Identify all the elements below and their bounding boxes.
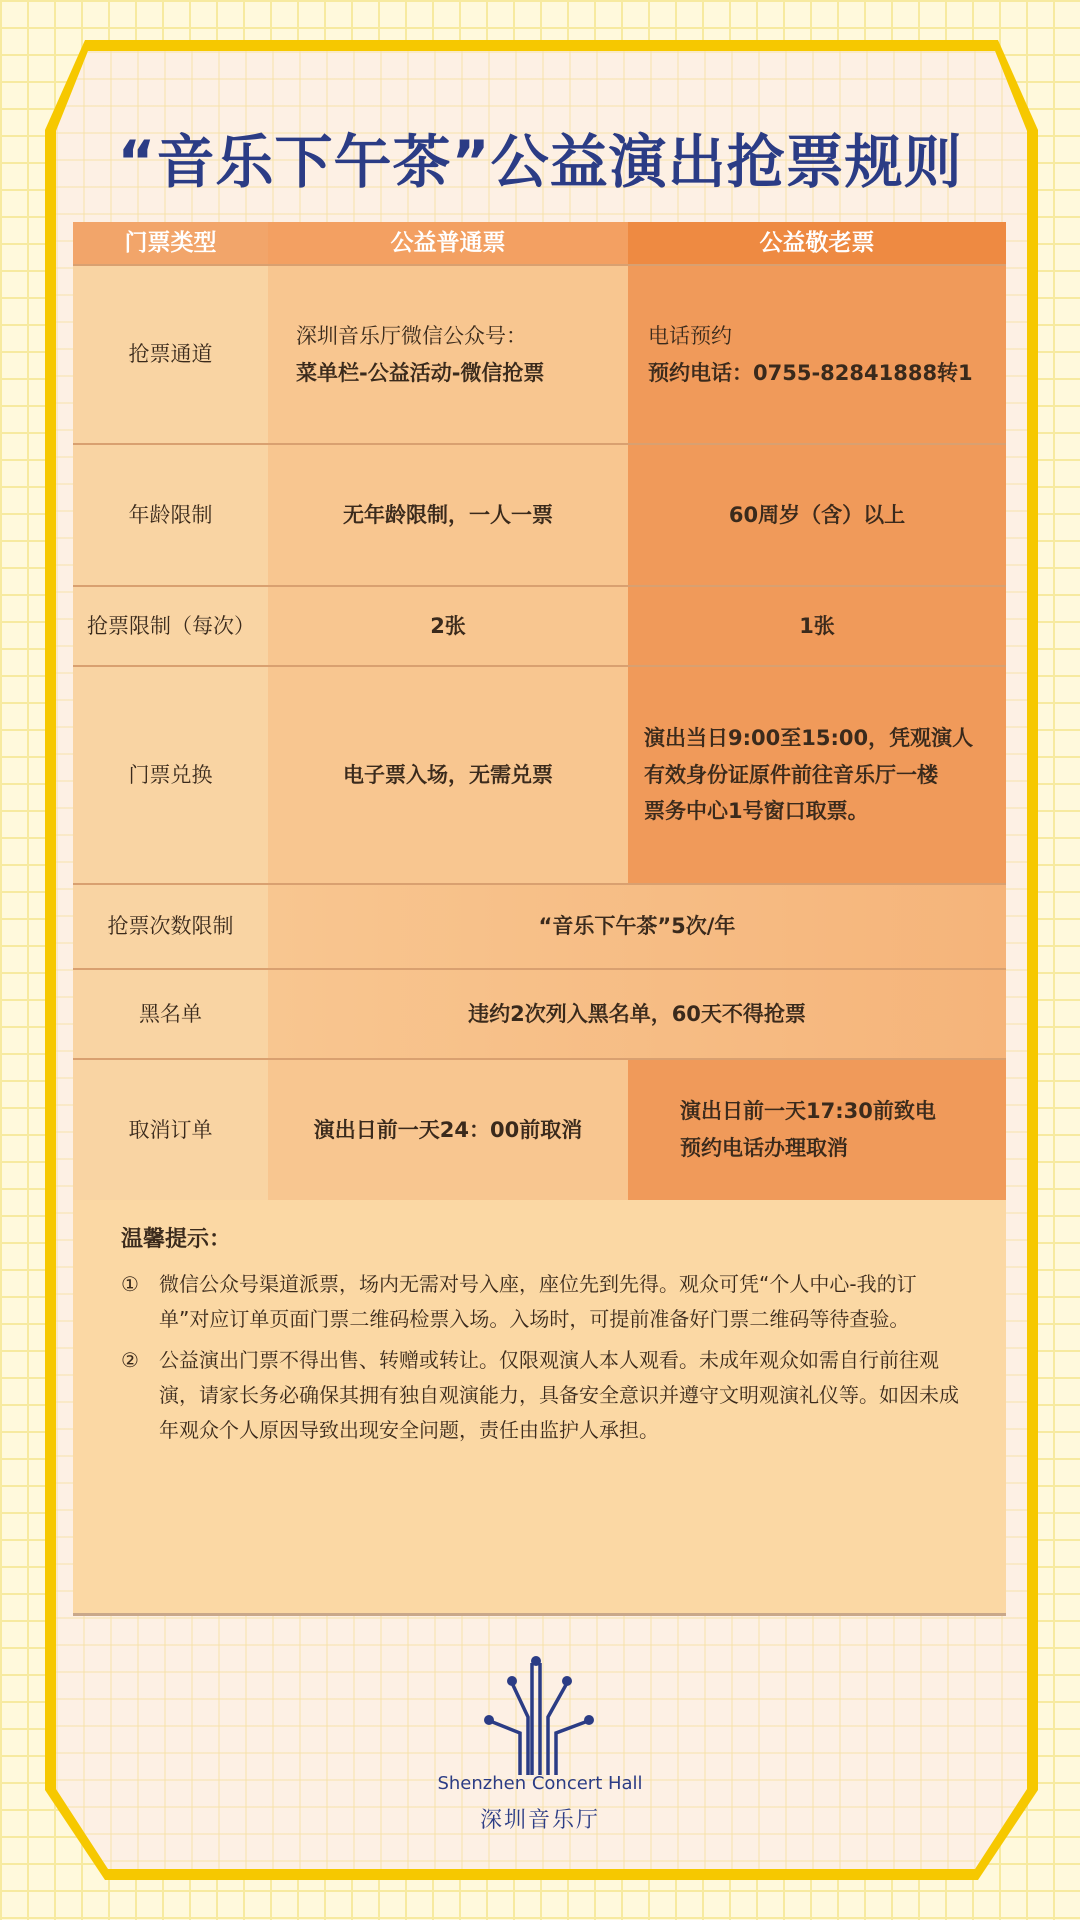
cell-line: 演出当日9:00至15:00，凭观演人 xyxy=(644,725,974,750)
cell: 2张 xyxy=(268,587,628,665)
tips-title: 温馨提示： xyxy=(121,1227,232,1252)
header-ticket-type: 门票类型 xyxy=(73,222,268,264)
table-row xyxy=(73,885,1006,970)
cell: 60周岁（含）以上 xyxy=(628,445,1006,585)
channel-normal xyxy=(268,266,628,443)
table-row xyxy=(73,667,1006,885)
concert-hall-logo-icon xyxy=(470,1655,610,1775)
row-label: 抢票次数限制 xyxy=(73,885,268,968)
tips-section xyxy=(73,1200,1006,1616)
table-header xyxy=(73,222,1006,266)
row-label: 门票兑换 xyxy=(73,667,268,883)
tip-number: ① xyxy=(121,1272,139,1296)
header-senior-ticket: 公益敬老票 xyxy=(628,222,1006,264)
brand-name-en: Shenzhen Concert Hall xyxy=(437,1773,643,1794)
cell-line: 菜单栏-公益活动-微信抢票 xyxy=(296,360,545,385)
cell-line: 预约电话：0755-82841888转1 xyxy=(648,360,973,385)
brand-name-cn: 深圳音乐厅 xyxy=(479,1808,600,1833)
rules-table xyxy=(73,222,1006,1200)
row-label: 黑名单 xyxy=(73,970,268,1058)
exchange-senior xyxy=(628,667,1006,883)
row-label: 取消订单 xyxy=(73,1060,268,1200)
tip-item xyxy=(121,1267,961,1337)
tip-text: 公益演出门票不得出售、转赠或转让。仅限观演人本人观看。未成年观众如需自行前往观演，请家长务必确保其拥有独自观演能力，具备安全意识并遵守文明观演礼仪等。如因未成年观众个人原因导致出现安全问题，责任由监护人承担。 xyxy=(159,1348,959,1442)
cell: 1张 xyxy=(628,587,1006,665)
cell: 演出日前一天24：00前取消 xyxy=(268,1060,628,1200)
cell: “音乐下午茶”5次/年 xyxy=(268,885,1006,968)
cell: 无年龄限制，一人一票 xyxy=(268,445,628,585)
table-row xyxy=(73,1060,1006,1200)
cell-line: 电话预约 xyxy=(648,323,732,348)
row-label: 抢票限制（每次） xyxy=(73,587,268,665)
channel-senior xyxy=(628,266,1006,443)
table-row xyxy=(73,587,1006,667)
table-row xyxy=(73,445,1006,587)
cell-line: 预约电话办理取消 xyxy=(680,1136,848,1160)
cell-line: 票务中心1号窗口取票。 xyxy=(644,799,869,824)
cell-line: 深圳音乐厅微信公众号： xyxy=(296,323,527,348)
page-title: “音乐下午茶”公益演出抢票规则 xyxy=(117,128,963,196)
header-normal-ticket: 公益普通票 xyxy=(268,222,628,264)
table-row xyxy=(73,970,1006,1060)
tip-number: ② xyxy=(121,1348,139,1372)
row-label: 抢票通道 xyxy=(73,266,268,443)
table-row xyxy=(73,266,1006,445)
cell-line: 演出日前一天17:30前致电 xyxy=(680,1099,936,1124)
cell: 违约2次列入黑名单，60天不得抢票 xyxy=(268,970,1006,1058)
cell-line: 有效身份证原件前往音乐厅一楼 xyxy=(644,762,938,787)
cell: 电子票入场，无需兑票 xyxy=(268,667,628,883)
cancel-senior xyxy=(628,1060,1006,1200)
tip-text: 微信公众号渠道派票，场内无需对号入座，座位先到先得。观众可凭“个人中心-我的订单”对应订单页面门票二维码检票入场。入场时，可提前准备好门票二维码等待查验。 xyxy=(159,1272,917,1331)
row-label: 年龄限制 xyxy=(73,445,268,585)
tip-item xyxy=(121,1343,961,1448)
